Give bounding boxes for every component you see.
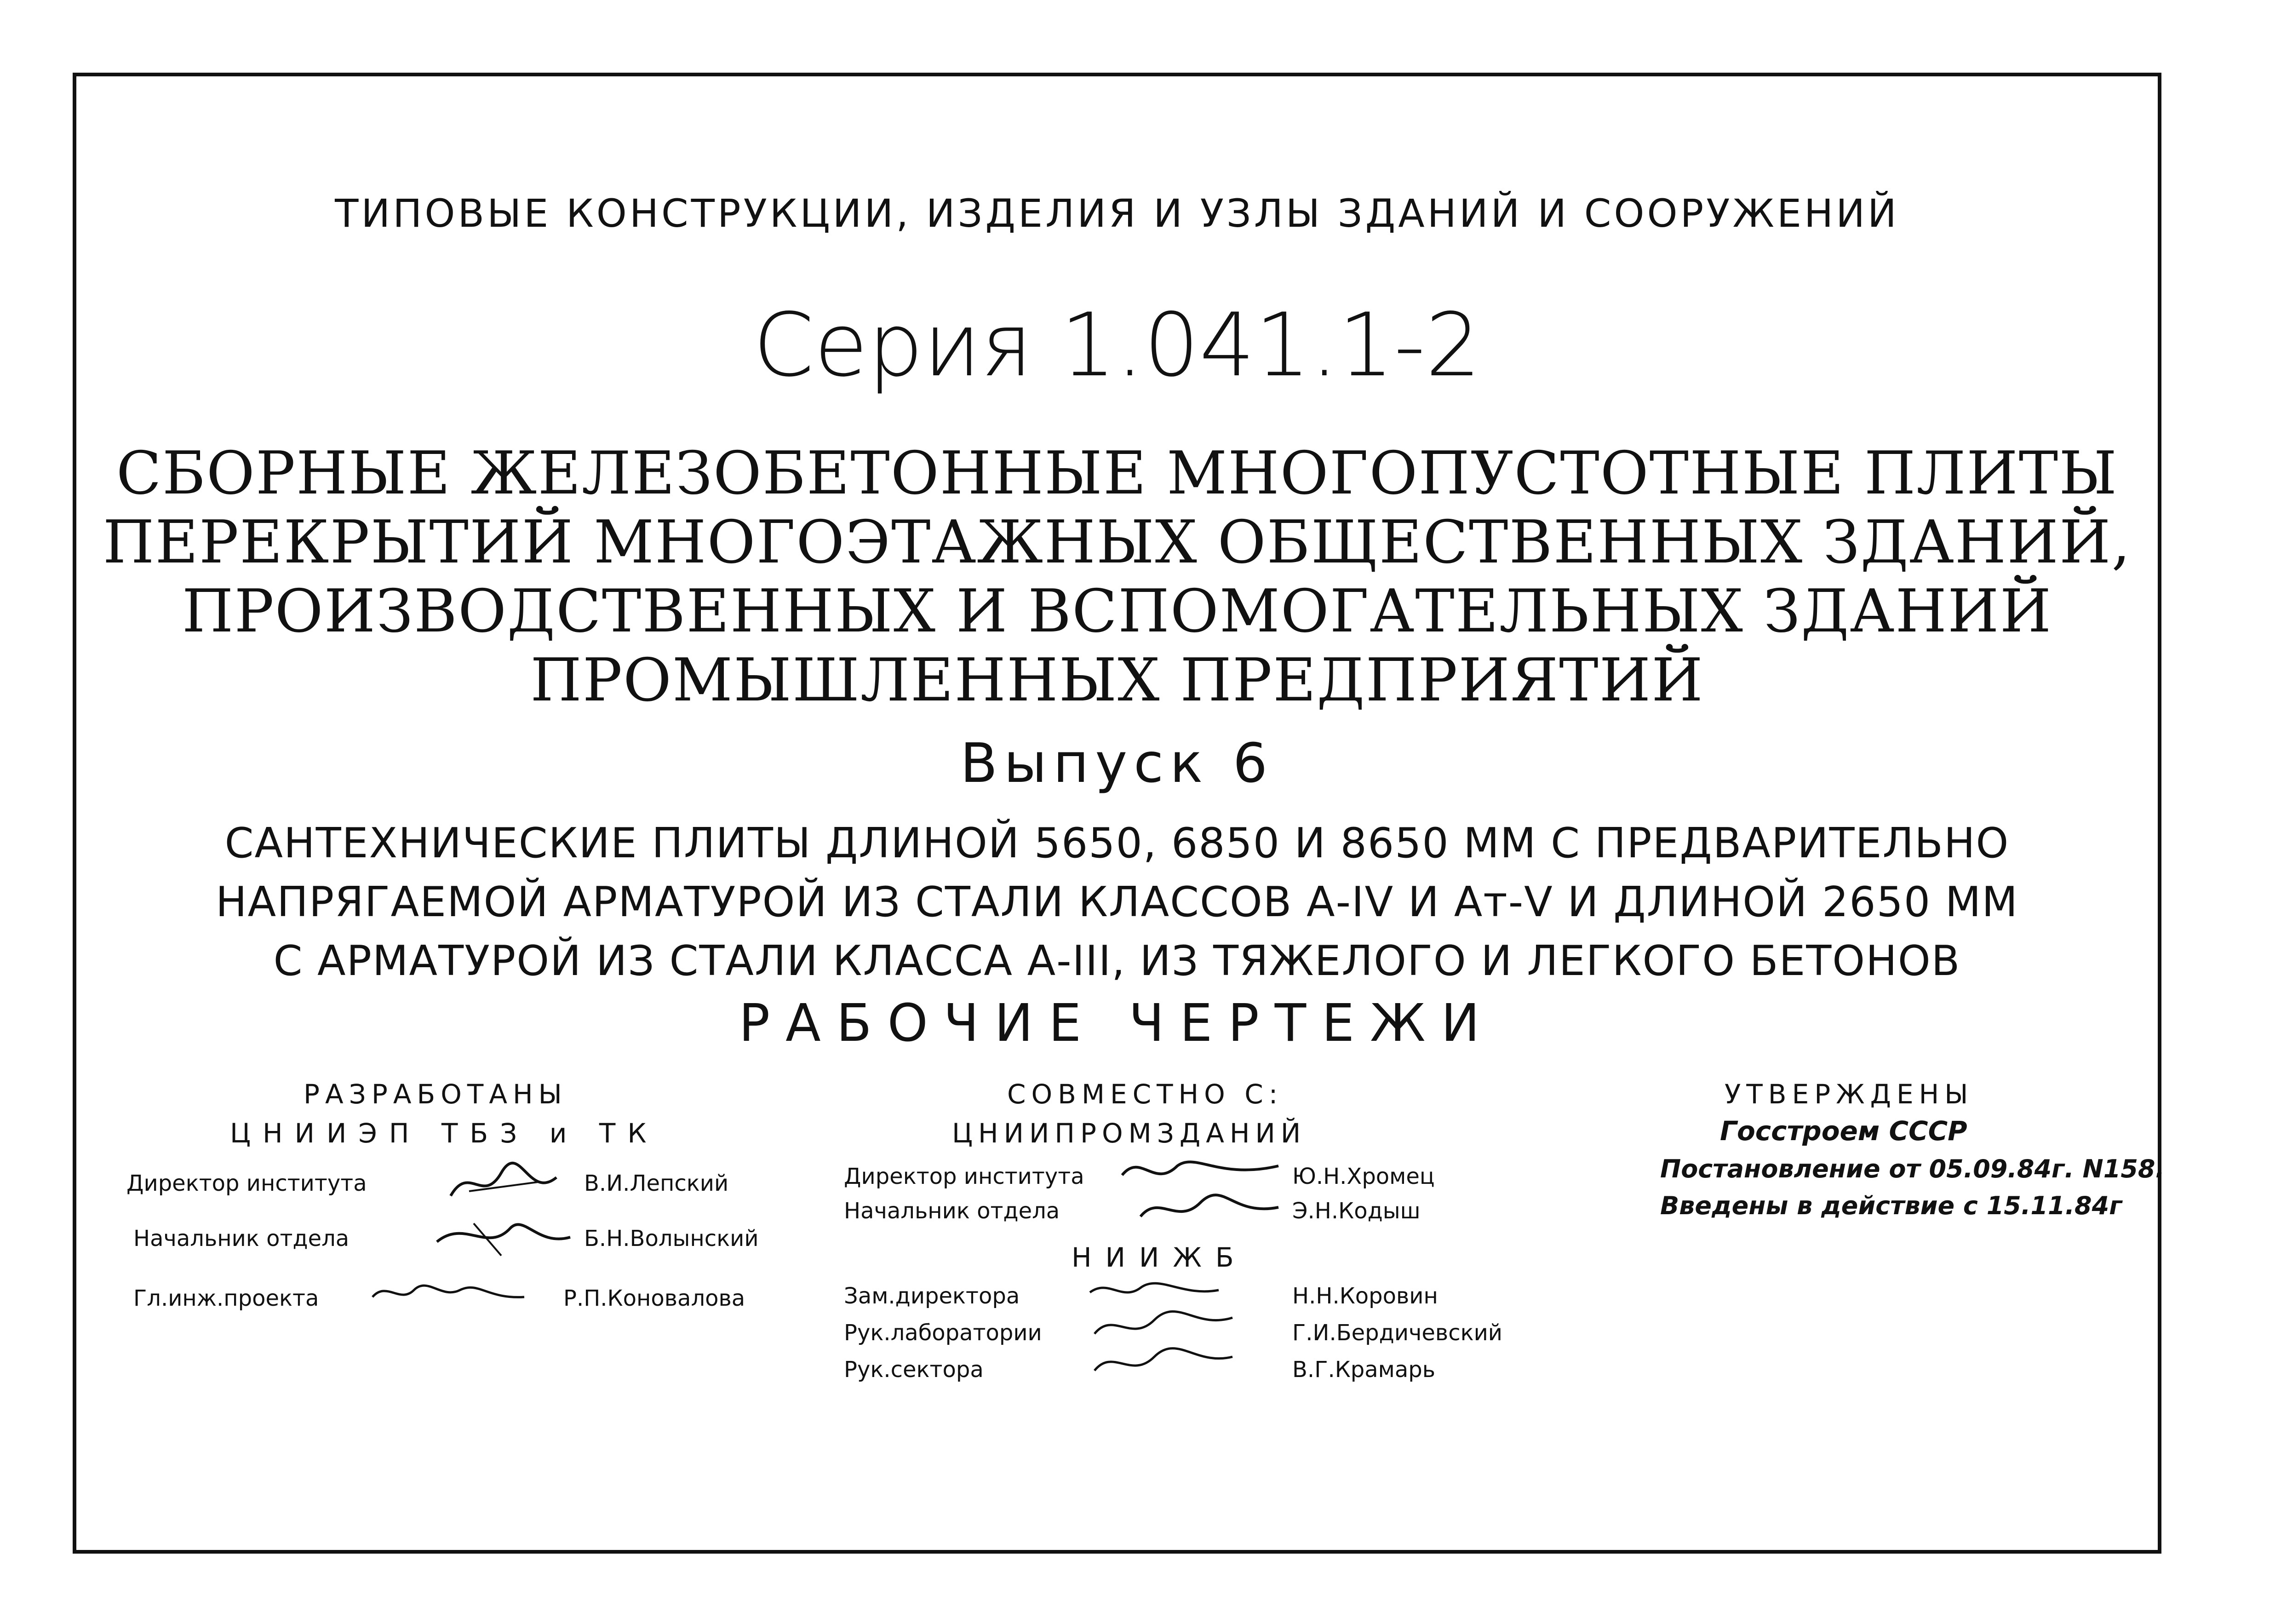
signature-image bbox=[1081, 1274, 1255, 1398]
joint-role: Начальник отдела bbox=[844, 1198, 1060, 1224]
document-title bbox=[73, 439, 2161, 715]
developer-name: Р.П.Коновалова bbox=[563, 1285, 745, 1311]
issue-number: Выпуск 6 bbox=[960, 731, 1274, 795]
joint-role: Рук.сектора bbox=[844, 1357, 984, 1383]
signature-image bbox=[432, 1210, 579, 1260]
joint-role: Зам.директора bbox=[844, 1283, 1020, 1309]
series-header: ТИПОВЫЕ КОНСТРУКЦИИ, ИЗДЕЛИЯ И УЗЛЫ ЗДАНИЙ И СООРУЖЕНИЙ bbox=[335, 191, 1899, 236]
approved-label: УТВЕРЖДЕНЫ bbox=[1725, 1079, 1974, 1110]
jointly-org: ЦНИИПРОМЗДАНИЙ bbox=[952, 1118, 1307, 1149]
signature-image bbox=[441, 1154, 570, 1210]
title-line: СБОРНЫЕ ЖЕЛЕЗОБЕТОННЫЕ МНОГОПУСТОТНЫЕ ПЛИТЫ bbox=[116, 439, 2118, 508]
description-line: САНТЕХНИЧЕСКИЕ ПЛИТЫ ДЛИНОЙ 5650, 6850 И 8650 ММ С ПРЕДВАРИТЕЛЬНО bbox=[224, 819, 2010, 867]
approval-decree: Постановление от 05.09.84г. N158. bbox=[1660, 1154, 2165, 1183]
developed-org: ЦНИИЭП ТБЗ и ТК bbox=[230, 1118, 659, 1149]
description-line: НАПРЯГАЕМОЙ АРМАТУРОЙ ИЗ СТАЛИ КЛАССОВ А-IV И Ат-V И ДЛИНОЙ 2650 ММ bbox=[215, 878, 2019, 926]
title-line: ПРОМЫШЛЕННЫХ ПРЕДПРИЯТИЙ bbox=[530, 646, 1704, 715]
description-line: С АРМАТУРОЙ ИЗ СТАЛИ КЛАССА А-III, ИЗ ТЯЖЕЛОГО И ЛЕГКОГО БЕТОНОВ bbox=[273, 937, 1961, 985]
joint-role: Директор института bbox=[844, 1164, 1084, 1189]
developer-role: Гл.инж.проекта bbox=[133, 1285, 319, 1311]
joint-name: Г.И.Бердичевский bbox=[1292, 1320, 1502, 1346]
signature-image bbox=[1113, 1148, 1288, 1235]
joint-name: Ю.Н.Хромец bbox=[1292, 1164, 1435, 1189]
developed-label: РАЗРАБОТАНЫ bbox=[304, 1079, 567, 1110]
developer-name: В.И.Лепский bbox=[584, 1171, 729, 1196]
title-line: ПРОИЗВОДСТВЕННЫХ И ВСПОМОГАТЕЛЬНЫХ ЗДАНИЙ bbox=[182, 577, 2052, 646]
title-line: ПЕРЕКРЫТИЙ МНОГОЭТАЖНЫХ ОБЩЕСТВЕННЫХ ЗДАНИЙ, bbox=[103, 508, 2132, 577]
developer-role: Начальник отдела bbox=[133, 1226, 350, 1251]
joint-name: Н.Н.Коровин bbox=[1292, 1283, 1438, 1309]
series-number: Серия 1.041.1-2 bbox=[753, 294, 1481, 396]
jointly-label: СОВМЕСТНО С: bbox=[1007, 1079, 1284, 1110]
second-org: НИИЖБ bbox=[1072, 1242, 1248, 1273]
issue-description bbox=[73, 814, 2161, 991]
signature-image bbox=[368, 1272, 533, 1313]
developer-name: Б.Н.Волынский bbox=[584, 1226, 759, 1251]
effective-date: Введены в действие с 15.11.84г bbox=[1660, 1191, 2122, 1220]
joint-role: Рук.лаборатории bbox=[844, 1320, 1042, 1346]
document-type: РАБОЧИЕ ЧЕРТЕЖИ bbox=[739, 993, 1496, 1053]
approved-authority: Госстроем СССР bbox=[1720, 1115, 1967, 1147]
joint-name: В.Г.Крамарь bbox=[1292, 1357, 1436, 1383]
joint-name: Э.Н.Кодыш bbox=[1292, 1198, 1421, 1224]
developer-role: Директор института bbox=[126, 1171, 367, 1196]
